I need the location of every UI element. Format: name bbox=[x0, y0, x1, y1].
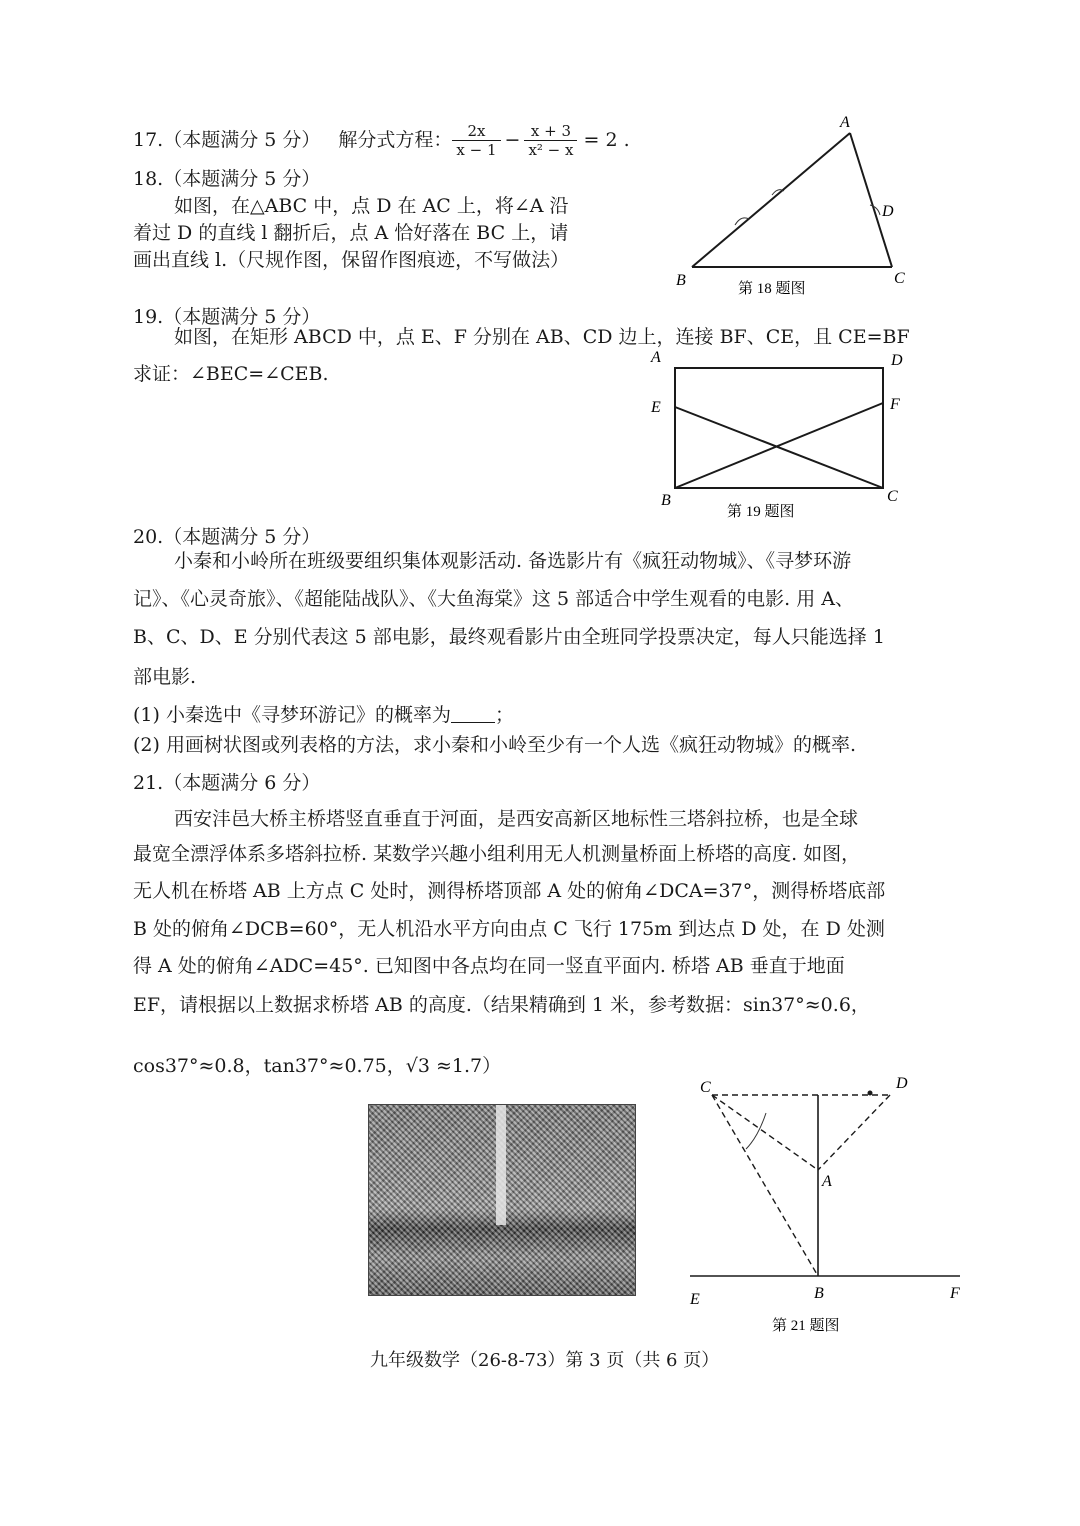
q19-point-f: F bbox=[890, 396, 900, 413]
q21-line-cb bbox=[712, 1095, 818, 1276]
q20-subquestion-2: (2) 用画树状图或列表格的方法，求小秦和小岭至少有一个人选《疯狂动物城》的概率. bbox=[133, 734, 856, 756]
q18-point-b: B bbox=[676, 272, 686, 289]
q17-minus: − bbox=[504, 129, 521, 151]
q21-text-line-4: B 处的俯角∠DCB=60°，无人机沿水平方向由点 C 飞行 175m 到达点 D 处，在 D 处测 bbox=[133, 918, 885, 940]
q17-frac2-numerator: x + 3 bbox=[524, 122, 577, 141]
q20-text-line-1: 小秦和小岭所在班级要组织集体观影活动. 备选影片有《疯狂动物城》、《寻梦环游 bbox=[174, 550, 852, 572]
q17-row bbox=[133, 114, 630, 166]
q19-figure bbox=[645, 345, 915, 525]
q20-text-line-3: B、C、D、E 分别代表这 5 部电影，最终观看影片由全班同学投票决定，每人只能选择 1 bbox=[133, 626, 885, 648]
q19-point-c: C bbox=[887, 488, 898, 505]
q20-text-line-4: 部电影. bbox=[133, 666, 197, 688]
q18-point-c: C bbox=[894, 270, 905, 287]
q18-text-line-2: 着过 D 的直线 l 翻折后，点 A 恰好落在 BC 上，请 bbox=[133, 222, 569, 244]
q21-line-ca bbox=[712, 1095, 818, 1170]
q20-label: 20.（本题满分 5 分） bbox=[133, 526, 321, 548]
q20-sub1-text: (1) 小秦选中《寻梦环游记》的概率为 bbox=[133, 704, 451, 726]
q19-text-line-2: 求证：∠BEC=∠CEB. bbox=[133, 363, 329, 385]
q21-point-b: B bbox=[814, 1285, 824, 1302]
q21-point-e: E bbox=[690, 1291, 700, 1308]
q21-reference-data: cos37°≈0.8，tan37°≈0.75，√3 ≈1.7） bbox=[133, 1055, 502, 1077]
q21-point-a: A bbox=[822, 1173, 832, 1190]
q18-point-d: D bbox=[882, 203, 894, 220]
q18-label: 18.（本题满分 5 分） bbox=[133, 168, 321, 190]
q21-text-line-2: 最宽全漂浮体系多塔斜拉桥. 某数学兴趣小组利用无人机测量桥面上桥塔的高度. 如图， bbox=[133, 843, 861, 865]
q18-text-line-1: 如图，在△ABC 中，点 D 在 AC 上，将∠A 沿 bbox=[174, 195, 569, 217]
q21-point-d: D bbox=[896, 1075, 908, 1092]
q17-frac2-denominator: x² − x bbox=[528, 140, 574, 159]
bridge-tower-shape bbox=[496, 1105, 506, 1225]
q21-line-da bbox=[818, 1095, 890, 1170]
q20-answer-blank bbox=[451, 704, 495, 723]
q17-label: 17.（本题满分 5 分） bbox=[133, 129, 321, 151]
q19-caption: 第 19 题图 bbox=[727, 504, 795, 520]
q17-frac1-numerator: 2x bbox=[452, 122, 500, 141]
q18-side-ac bbox=[850, 133, 892, 267]
q20-text-line-2: 记》、《心灵奇旅》、《超能陆战队》、《大鱼海棠》这 5 部适合中学生观看的电影. 用 A、 bbox=[133, 588, 855, 610]
q21-drone-mark bbox=[868, 1091, 873, 1096]
q18-text-line-3: 画出直线 l.（尺规作图，保留作图痕迹，不写做法） bbox=[133, 249, 570, 271]
q21-text-line-5: 得 A 处的俯角∠ADC=45°. 已知图中各点均在同一竖直平面内. 桥塔 AB 垂直于地面 bbox=[133, 955, 845, 977]
q19-point-e: E bbox=[651, 399, 661, 416]
q18-side-ab bbox=[692, 133, 850, 267]
q17-prompt: 解分式方程： bbox=[338, 129, 453, 151]
q19-label: 19.（本题满分 5 分） bbox=[133, 306, 321, 328]
q18-point-a: A bbox=[840, 114, 850, 131]
q19-point-d: D bbox=[891, 352, 903, 369]
q18-figure bbox=[660, 105, 930, 305]
q17-frac1-denominator: x − 1 bbox=[456, 140, 497, 159]
q21-label: 21.（本题满分 6 分） bbox=[133, 772, 321, 794]
q17-rhs: = 2 . bbox=[583, 129, 630, 151]
page-footer: 九年级数学（26-8-73）第 3 页（共 6 页） bbox=[370, 1350, 720, 1371]
q21-point-c: C bbox=[700, 1079, 711, 1096]
bridge-photo bbox=[368, 1104, 636, 1296]
q17-fraction-2 bbox=[524, 122, 577, 159]
q21-text-line-1: 西安沣邑大桥主桥塔竖直垂直于河面，是西安高新区地标性三塔斜拉桥，也是全球 bbox=[174, 808, 859, 830]
q19-rectangle bbox=[675, 368, 883, 488]
q21-text-line-3: 无人机在桥塔 AB 上方点 C 处时，测得桥塔顶部 A 处的俯角∠DCA=37°，测得桥塔底部 bbox=[133, 880, 886, 902]
q21-caption: 第 21 题图 bbox=[772, 1318, 840, 1334]
q19-point-a: A bbox=[651, 349, 661, 366]
q21-point-f: F bbox=[950, 1285, 960, 1302]
q21-figure bbox=[680, 1068, 970, 1338]
q17-fraction-1 bbox=[452, 122, 500, 159]
q19-text-line-1: 如图，在矩形 ABCD 中，点 E、F 分别在 AB、CD 边上，连接 BF、CE，且 CE=BF bbox=[174, 326, 910, 348]
q18-caption: 第 18 题图 bbox=[738, 281, 806, 297]
q20-subquestion-1 bbox=[133, 702, 514, 728]
q21-text-line-6: EF，请根据以上数据求桥塔 AB 的高度.（结果精确到 1 米，参考数据：sin37°≈0.6， bbox=[133, 994, 870, 1016]
q20-sub1-suffix: ； bbox=[494, 704, 514, 726]
q19-point-b: B bbox=[661, 492, 671, 509]
